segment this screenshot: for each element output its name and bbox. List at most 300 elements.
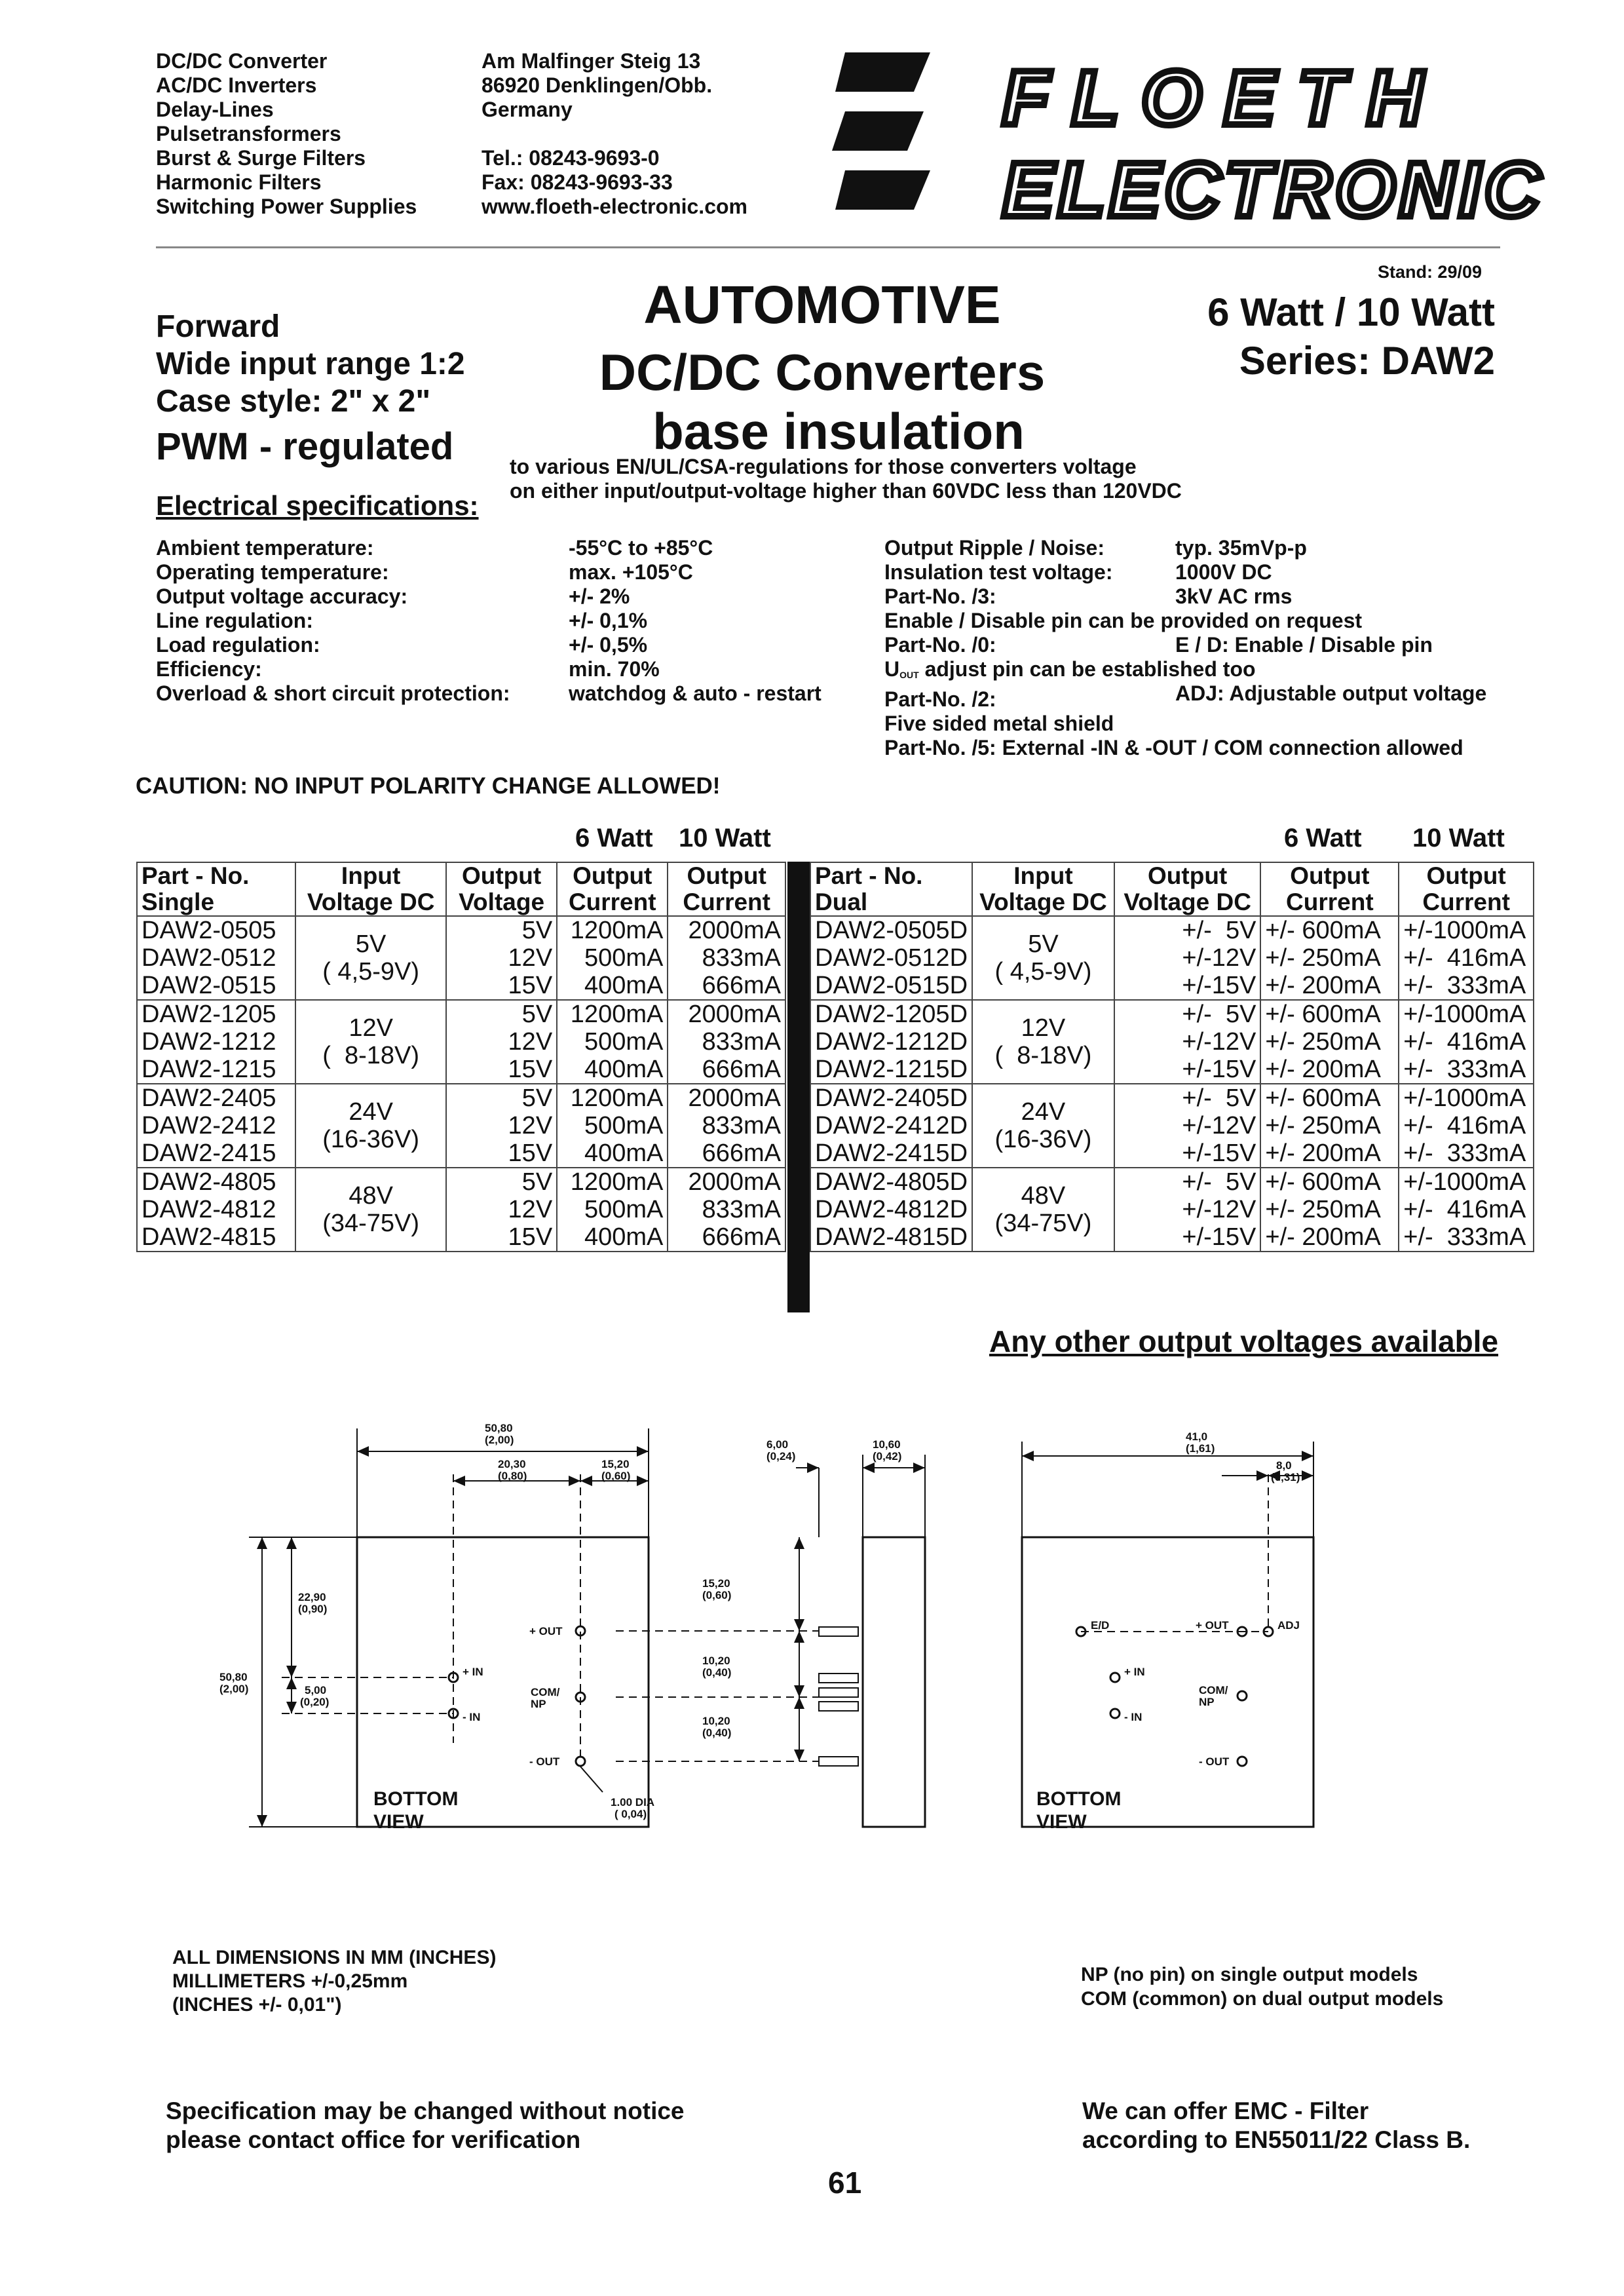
dim-label: (0,80) <box>498 1470 527 1482</box>
any-other-voltages-note: Any other output voltages available <box>989 1324 1499 1358</box>
part-number-cell-line: DAW2-0515D <box>815 972 968 999</box>
output-voltage-cell <box>1114 1168 1261 1252</box>
dimensions-note-line: (INCHES +/- 0,01") <box>172 1994 342 2016</box>
current-6w-cell <box>557 1168 668 1252</box>
current-10w-cell <box>1399 1084 1534 1168</box>
output-voltage-cell-line: +/- 5V <box>1182 1001 1256 1028</box>
current-6w-cell-line: +/- 200mA <box>1265 1223 1381 1251</box>
output-voltage-cell-line: 5V <box>521 917 553 944</box>
current-10w-cell <box>1399 1000 1534 1084</box>
current-6w-cell <box>557 1084 668 1168</box>
output-voltage-cell-line: +/-12V <box>1182 944 1256 972</box>
product-item: Pulsetransformers <box>156 122 341 145</box>
electrical-spec-heading: Electrical specifications: <box>156 490 479 521</box>
product-list <box>156 49 417 219</box>
current-10w-cell-line: +/-1000mA <box>1403 1168 1526 1196</box>
pin-label: + OUT <box>529 1625 563 1637</box>
input-voltage: 12V <box>349 1014 393 1042</box>
dim-label: (2,00) <box>485 1434 514 1446</box>
output-voltage-cell <box>446 1084 557 1168</box>
dual-group-row <box>810 916 1534 1000</box>
part-number-cell-line: DAW2-2415D <box>815 1139 968 1167</box>
np-note-line: NP (no pin) on single output models <box>1081 1964 1418 1985</box>
col-header-input: Input Voltage DC <box>972 862 1114 916</box>
output-voltage-cell-line: 12V <box>508 1196 553 1223</box>
part-number-cell-line: DAW2-4812 <box>142 1196 276 1223</box>
np-com-note <box>1081 1962 1443 2011</box>
col-header-current-10w: Output Current <box>1399 862 1534 916</box>
address-line: Germany <box>482 98 573 121</box>
spec-label: Overload & short circuit protection: <box>156 681 510 705</box>
dim-label: (0,60) <box>601 1470 631 1482</box>
output-voltage-cell-line: +/-15V <box>1182 1223 1256 1251</box>
pin-label: - IN <box>1124 1711 1142 1723</box>
logo-stripe-bottom <box>835 170 930 210</box>
col-header-part-dual: Part - No. Dual <box>810 862 972 916</box>
feature-item: Wide input range 1:2 <box>156 347 465 381</box>
dim-label: (0,20) <box>300 1696 330 1708</box>
current-10w-cell-line: +/-1000mA <box>1403 917 1526 944</box>
spec-change-note <box>166 2097 685 2154</box>
output-voltage-cell-line: 12V <box>508 1112 553 1139</box>
dim-label: 15,20 <box>702 1577 730 1590</box>
spec-value: 3kV AC rms <box>1175 584 1293 608</box>
output-voltage-cell-line: +/-15V <box>1182 1056 1256 1083</box>
spec-values-left <box>569 536 821 706</box>
part-number-cell <box>810 916 972 1000</box>
current-6w-cell-line: 400mA <box>584 1223 664 1251</box>
dim-label: 50,80 <box>219 1671 248 1683</box>
output-voltage-cell <box>1114 1000 1261 1084</box>
current-6w-cell-line: +/- 250mA <box>1265 1028 1381 1056</box>
part-number-cell-line: DAW2-0515 <box>142 972 276 999</box>
current-10w-cell <box>668 1000 785 1084</box>
input-voltage: 5V <box>1028 930 1059 958</box>
spec-note: Enable / Disable pin can be provided on request <box>884 609 1363 632</box>
dim-label: (0,31) <box>1271 1471 1300 1483</box>
dim-label: 50,80 <box>485 1422 513 1434</box>
spec-value: +/- 0,1% <box>569 609 648 632</box>
spec-value: +/- 0,5% <box>569 633 648 657</box>
case-outline-single <box>357 1537 649 1827</box>
dim-label: 1.00 DIA <box>611 1796 655 1808</box>
output-voltage-cell <box>446 1000 557 1084</box>
current-6w-cell-line: +/- 200mA <box>1265 1056 1381 1083</box>
regulation-note-line: on either input/output-voltage higher than 60VDC less than 120VDC <box>510 479 1182 503</box>
input-range: ( 8-18V) <box>994 1042 1092 1069</box>
dim-label: 41,0 <box>1186 1430 1208 1443</box>
single-10w-label: 10 Watt <box>679 824 771 852</box>
product-item: Delay-Lines <box>156 98 274 121</box>
pin-label: NP <box>531 1698 546 1710</box>
single-group-row <box>137 1168 785 1252</box>
current-10w-cell <box>668 1084 785 1168</box>
regulation-note-line: to various EN/UL/CSA-regulations for those converters voltage <box>510 455 1137 478</box>
input-voltage-cell <box>972 1168 1114 1252</box>
regulation-note <box>510 455 1182 503</box>
output-voltage-cell-line: 15V <box>508 972 553 999</box>
dim-label: (0,60) <box>702 1589 732 1601</box>
product-item: Harmonic Filters <box>156 170 322 194</box>
title-base-insulation: base insulation <box>652 402 1025 460</box>
bottom-view-label: BOTTOM <box>1036 1788 1122 1810</box>
page-number: 61 <box>828 2166 862 2200</box>
emc-note-line: We can offer EMC - Filter <box>1082 2097 1369 2124</box>
single-output-table <box>136 862 786 1252</box>
case-outline-side <box>863 1537 925 1827</box>
part-number-cell-line: DAW2-2415 <box>142 1139 276 1167</box>
current-6w-cell-line: +/- 250mA <box>1265 1196 1381 1223</box>
table-separator-bar <box>787 862 810 1312</box>
current-6w-cell-line: 1200mA <box>570 1168 664 1196</box>
pin-label: - OUT <box>529 1755 560 1768</box>
spec-value: typ. 35mVp-p <box>1175 536 1307 560</box>
current-10w-cell-line: +/- 333mA <box>1403 1056 1526 1083</box>
output-voltage-cell <box>1114 1084 1261 1168</box>
output-voltage-cell-line: 12V <box>508 1028 553 1056</box>
dual-10w-label: 10 Watt <box>1412 824 1505 852</box>
address-line: Am Malfinger Steig 13 <box>482 49 701 73</box>
current-10w-cell-line: 2000mA <box>688 1168 781 1196</box>
spec-value: +/- 2% <box>569 584 630 608</box>
current-10w-cell-line: +/- 416mA <box>1403 944 1526 972</box>
current-10w-cell-line: +/- 416mA <box>1403 1112 1526 1139</box>
current-10w-cell-line: 666mA <box>702 1056 781 1083</box>
spec-label: Line regulation: <box>156 609 313 632</box>
current-6w-cell-line: 1200mA <box>570 917 664 944</box>
uout-u: U <box>884 657 900 681</box>
pin-label: ADJ <box>1277 1619 1300 1632</box>
floeth-electronic-logo <box>832 46 1544 242</box>
current-10w-cell-line: 833mA <box>702 1196 781 1223</box>
current-6w-cell-line: 1200mA <box>570 1001 664 1028</box>
part-number-cell <box>137 1168 295 1252</box>
output-voltage-cell-line: +/-12V <box>1182 1028 1256 1056</box>
spec-label: Output Ripple / Noise: <box>884 536 1105 560</box>
series-name: Series: DAW2 <box>1239 339 1495 383</box>
input-voltage: 24V <box>1021 1098 1066 1126</box>
output-voltage-cell-line: +/- 5V <box>1182 1084 1256 1112</box>
current-10w-cell-line: +/-1000mA <box>1403 1084 1526 1112</box>
part-number-cell <box>137 1000 295 1084</box>
spec-value: max. +105°C <box>569 560 693 584</box>
dim-label: 10,60 <box>873 1438 901 1451</box>
dim-label: 15,20 <box>601 1458 630 1470</box>
dim-label: (0,24) <box>766 1450 796 1463</box>
phone-line: Tel.: 08243-9693-0 <box>482 146 660 170</box>
col-header-current-6w: Output Current <box>1260 862 1399 916</box>
power-rating: 6 Watt / 10 Watt <box>1207 290 1495 334</box>
current-10w-cell-line: 2000mA <box>688 1001 781 1028</box>
logo-word-floeth: FLOETH <box>1002 55 1445 142</box>
output-voltage-cell <box>446 1168 557 1252</box>
spec-note: Five sided metal shield <box>884 712 1114 735</box>
current-6w-cell-line: 400mA <box>584 1139 664 1167</box>
output-voltage-cell-line: +/- 5V <box>1182 917 1256 944</box>
part-number-cell-line: DAW2-0512D <box>815 944 968 972</box>
dimensions-note <box>172 1946 496 2017</box>
company-address <box>482 49 747 219</box>
input-voltage-cell <box>972 916 1114 1000</box>
input-range: (16-36V) <box>994 1126 1092 1153</box>
spec-label: Operating temperature: <box>156 560 389 584</box>
website-link[interactable]: www.floeth-electronic.com <box>482 195 747 218</box>
address-line: 86920 Denklingen/Obb. <box>482 73 713 97</box>
part-number-cell <box>137 916 295 1000</box>
spec-label: Part-No. /3: <box>884 584 996 608</box>
output-voltage-cell <box>446 916 557 1000</box>
input-voltage: 48V <box>1021 1182 1066 1210</box>
dim-label: 8,0 <box>1276 1459 1292 1472</box>
part-number-cell-line: DAW2-2412 <box>142 1112 276 1139</box>
current-10w-cell-line: 666mA <box>702 972 781 999</box>
current-6w-cell-line: 500mA <box>584 1028 664 1056</box>
pin-label: NP <box>1199 1696 1215 1708</box>
current-10w-cell-line: +/- 416mA <box>1403 1196 1526 1223</box>
part-number-cell <box>810 1168 972 1252</box>
current-6w-cell-line: 500mA <box>584 944 664 972</box>
part-number-cell-line: DAW2-4805D <box>815 1168 968 1196</box>
spec-value: -55°C to +85°C <box>569 536 713 560</box>
current-6w-cell-line: +/- 200mA <box>1265 972 1381 999</box>
dim-label: ( 0,04) <box>614 1808 647 1820</box>
part-number-cell-line: DAW2-1205D <box>815 1001 968 1028</box>
current-10w-cell-line: +/-1000mA <box>1403 1001 1526 1028</box>
dim-label: (1,61) <box>1186 1442 1215 1455</box>
fax-line: Fax: 08243-9693-33 <box>482 170 673 194</box>
input-voltage: 5V <box>355 930 387 958</box>
part-number-cell <box>810 1000 972 1084</box>
current-6w-cell-line: +/- 600mA <box>1265 1168 1381 1196</box>
dim-label: 5,00 <box>305 1684 327 1696</box>
spec-note: Part-No. /5: External -IN & -OUT / COM connection allowed <box>884 736 1463 759</box>
part-number-cell <box>137 1084 295 1168</box>
title-automotive: AUTOMOTIVE <box>643 275 1001 335</box>
current-6w-cell-line: +/- 600mA <box>1265 1084 1381 1112</box>
dimensions-note-line: ALL DIMENSIONS IN MM (INCHES) <box>172 1947 497 1968</box>
current-6w-cell <box>557 916 668 1000</box>
current-10w-cell-line: 666mA <box>702 1139 781 1167</box>
current-10w-cell <box>1399 916 1534 1000</box>
col-header-current-6w: Output Current <box>557 862 668 916</box>
col-header-output-voltage: Output Voltage <box>446 862 557 916</box>
single-group-row <box>137 1084 785 1168</box>
logo-stripe-top <box>835 52 930 92</box>
current-6w-cell <box>557 1000 668 1084</box>
spec-label: Load regulation: <box>156 633 320 657</box>
input-voltage-cell <box>295 916 446 1000</box>
spec-value: 1000V DC <box>1175 560 1272 584</box>
current-10w-cell-line: +/- 333mA <box>1403 972 1526 999</box>
pin-label: E/D <box>1091 1619 1110 1632</box>
input-range: (16-36V) <box>322 1126 420 1153</box>
col-header-part-single: Part - No. Single <box>137 862 295 916</box>
input-voltage-cell <box>295 1000 446 1084</box>
output-voltage-cell-line: 12V <box>508 944 553 972</box>
feature-item: Case style: 2" x 2" <box>156 384 431 419</box>
current-10w-cell <box>668 916 785 1000</box>
input-voltage-cell <box>295 1168 446 1252</box>
output-voltage-cell <box>1114 916 1261 1000</box>
single-group-row <box>137 916 785 1000</box>
current-10w-cell-line: +/- 333mA <box>1403 1223 1526 1251</box>
product-item: Switching Power Supplies <box>156 195 417 218</box>
current-10w-cell-line: 833mA <box>702 1112 781 1139</box>
part-number-cell-line: DAW2-0505D <box>815 917 968 944</box>
pin-label: + OUT <box>1196 1619 1229 1632</box>
current-6w-cell-line: 1200mA <box>570 1084 664 1112</box>
part-number-cell-line: DAW2-0512 <box>142 944 276 972</box>
bottom-view-label: VIEW <box>373 1811 424 1833</box>
current-6w-cell-line: +/- 250mA <box>1265 1112 1381 1139</box>
emc-filter-note <box>1082 2097 1470 2154</box>
dim-label: (0,40) <box>702 1727 732 1739</box>
input-voltage: 12V <box>1021 1014 1066 1042</box>
dim-label: (0,90) <box>298 1603 328 1615</box>
current-6w-cell-line: 500mA <box>584 1196 664 1223</box>
output-voltage-cell-line: 15V <box>508 1223 553 1251</box>
spec-labels-left <box>156 536 510 706</box>
part-number-cell-line: DAW2-1212D <box>815 1028 968 1056</box>
dim-label: 20,30 <box>498 1458 526 1470</box>
pin-label: COM/ <box>1199 1684 1228 1696</box>
input-voltage: 24V <box>349 1098 393 1126</box>
part-number-cell-line: DAW2-0505 <box>142 917 276 944</box>
spec-value: ADJ: Adjustable output voltage <box>1175 681 1487 705</box>
output-voltage-cell-line: 5V <box>521 1001 553 1028</box>
current-6w-cell-line: +/- 600mA <box>1265 1001 1381 1028</box>
pin-label: COM/ <box>531 1686 560 1698</box>
spec-change-line: Specification may be changed without notice <box>166 2097 685 2124</box>
dimensions-note-line: MILLIMETERS +/-0,25mm <box>172 1970 408 1992</box>
spec-value: E / D: Enable / Disable pin <box>1175 633 1433 657</box>
spec-label: Insulation test voltage: <box>884 560 1113 584</box>
input-range: ( 4,5-9V) <box>322 958 420 985</box>
part-number-cell-line: DAW2-2405 <box>142 1084 276 1112</box>
current-6w-cell-line: +/- 600mA <box>1265 917 1381 944</box>
pwm-regulated: PWM - regulated <box>156 425 454 468</box>
col-header-current-10w: Output Current <box>668 862 785 916</box>
output-voltage-cell-line: 15V <box>508 1056 553 1083</box>
output-voltage-cell-line: 5V <box>521 1168 553 1196</box>
spec-label: Output voltage accuracy: <box>156 584 408 608</box>
dim-label: (2,00) <box>219 1683 249 1695</box>
part-number-cell-line: DAW2-4805 <box>142 1168 276 1196</box>
single-6w-label: 6 Watt <box>575 824 653 852</box>
part-number-cell-line: DAW2-2412D <box>815 1112 968 1139</box>
spec-label: Efficiency: <box>156 657 262 681</box>
current-10w-cell-line: +/- 416mA <box>1403 1028 1526 1056</box>
part-number-cell-line: DAW2-4815 <box>142 1223 276 1251</box>
output-voltage-cell-line: +/- 5V <box>1182 1168 1256 1196</box>
input-range: ( 8-18V) <box>322 1042 420 1069</box>
current-6w-cell-line: 400mA <box>584 1056 664 1083</box>
logo-stripe-mid <box>832 111 924 151</box>
current-10w-cell-line: 666mA <box>702 1223 781 1251</box>
part-number-cell-line: DAW2-4815D <box>815 1223 968 1251</box>
part-number-cell-line: DAW2-1215 <box>142 1056 276 1083</box>
input-range: (34-75V) <box>994 1210 1092 1237</box>
dual-group-row <box>810 1084 1534 1168</box>
dim-label: 6,00 <box>766 1438 789 1451</box>
part-number-cell-line: DAW2-1205 <box>142 1001 276 1028</box>
current-10w-cell-line: +/- 333mA <box>1403 1139 1526 1167</box>
emc-note-line: according to EN55011/22 Class B. <box>1082 2126 1471 2153</box>
output-voltage-cell-line: +/-15V <box>1182 972 1256 999</box>
part-number-cell <box>810 1084 972 1168</box>
part-number-cell-line: DAW2-4812D <box>815 1196 968 1223</box>
col-header-input: Input Voltage DC <box>295 862 446 916</box>
current-10w-cell-line: 833mA <box>702 944 781 972</box>
current-6w-cell <box>1260 916 1399 1000</box>
output-voltage-cell-line: +/-12V <box>1182 1196 1256 1223</box>
current-10w-cell <box>1399 1168 1534 1252</box>
power-series-block <box>1207 288 1495 385</box>
output-voltage-cell-line: +/-15V <box>1182 1139 1256 1167</box>
caution-note: CAUTION: NO INPUT POLARITY CHANGE ALLOWED! <box>136 773 721 799</box>
input-voltage-cell <box>295 1084 446 1168</box>
spec-label: Ambient temperature: <box>156 536 374 560</box>
output-voltage-cell-line: 5V <box>521 1084 553 1112</box>
spec-label: Part-No. /2: <box>884 687 996 711</box>
pin-label: + IN <box>1124 1666 1145 1678</box>
product-item: AC/DC Inverters <box>156 73 317 97</box>
part-number-cell-line: DAW2-1215D <box>815 1056 968 1083</box>
current-6w-cell-line: +/- 200mA <box>1265 1139 1381 1167</box>
current-6w-cell-line: 400mA <box>584 972 664 999</box>
part-number-cell-line: DAW2-2405D <box>815 1084 968 1112</box>
spec-value: min. 70% <box>569 657 660 681</box>
input-range: ( 4,5-9V) <box>994 958 1092 985</box>
current-10w-cell-line: 2000mA <box>688 917 781 944</box>
col-header-output-voltage-dc: Output Voltage DC <box>1114 862 1261 916</box>
current-6w-cell-line: +/- 250mA <box>1265 944 1381 972</box>
dual-6w-label: 6 Watt <box>1284 824 1362 852</box>
current-6w-cell <box>1260 1168 1399 1252</box>
spec-values-right <box>1175 536 1486 706</box>
pin-label: + IN <box>463 1666 483 1678</box>
feature-list <box>156 308 465 420</box>
dim-label: 22,90 <box>298 1591 326 1603</box>
current-6w-cell <box>1260 1000 1399 1084</box>
current-6w-cell <box>1260 1084 1399 1168</box>
input-voltage-cell <box>972 1084 1114 1168</box>
single-group-row <box>137 1000 785 1084</box>
output-voltage-cell-line: +/-12V <box>1182 1112 1256 1139</box>
feature-item: Forward <box>156 309 280 344</box>
dim-label: (0,40) <box>702 1666 732 1679</box>
dim-label: 10,20 <box>702 1655 730 1667</box>
np-note-line: COM (common) on dual output models <box>1081 1988 1444 2010</box>
dual-output-table <box>810 862 1534 1252</box>
spec-change-line: please contact office for verification <box>166 2126 581 2153</box>
case-outline-dual <box>1022 1537 1313 1827</box>
bottom-view-label: VIEW <box>1036 1811 1087 1833</box>
current-6w-cell-line: 500mA <box>584 1112 664 1139</box>
dim-label: 10,20 <box>702 1715 730 1727</box>
header-divider <box>156 246 1500 248</box>
spec-label: Part-No. /0: <box>884 633 996 657</box>
uout-subscript: OUT <box>899 670 919 680</box>
input-voltage-cell <box>972 1000 1114 1084</box>
output-voltage-cell-line: 15V <box>508 1139 553 1167</box>
dim-label: (0,42) <box>873 1450 902 1463</box>
part-number-cell-line: DAW2-1212 <box>142 1028 276 1056</box>
pin-label: - IN <box>463 1711 481 1723</box>
spec-value: watchdog & auto - restart <box>569 681 821 705</box>
bottom-view-label: BOTTOM <box>373 1788 459 1810</box>
current-10w-cell-line: 833mA <box>702 1028 781 1056</box>
